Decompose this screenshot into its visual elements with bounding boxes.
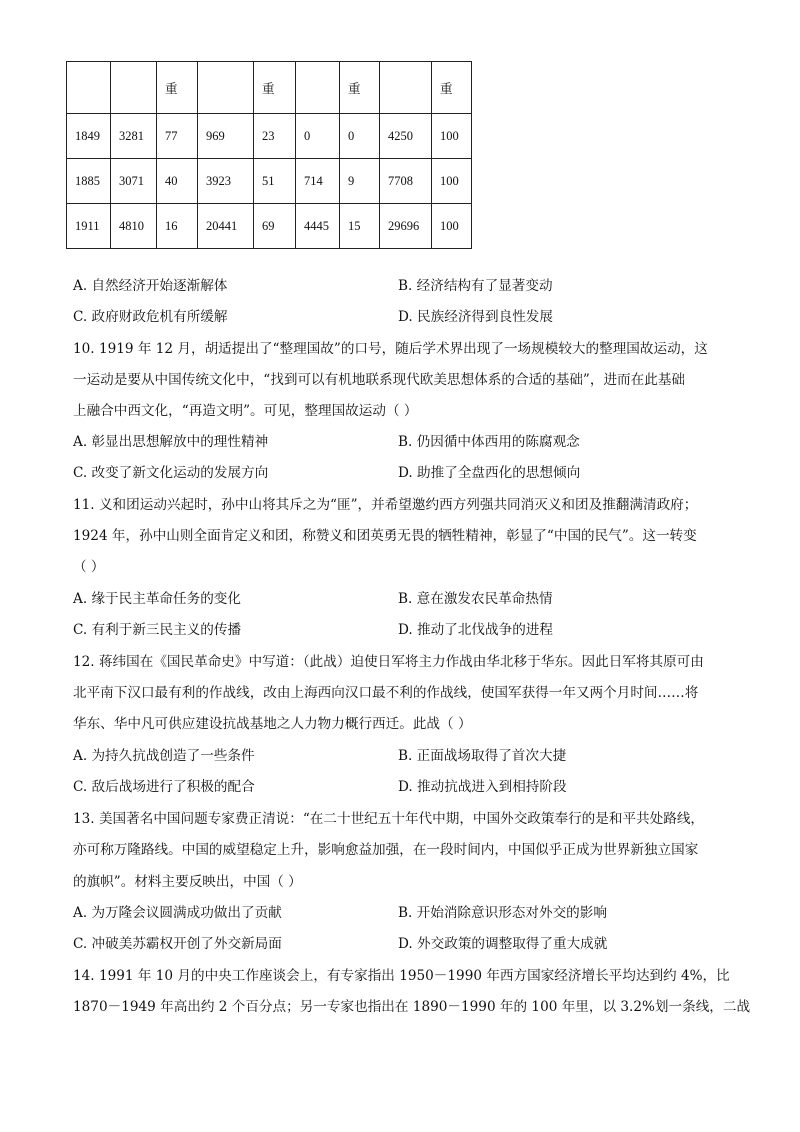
q10-option-a: A. 彰显出思想解放中的理性精神 [73,434,269,450]
table-cell: 23 [254,114,296,159]
table-cell: 100 [432,114,472,159]
table-cell: 3281 [111,114,157,159]
q11-option-a: A. 缘于民主革命任务的变化 [73,591,241,607]
table-cell [380,62,432,114]
table-cell: 1885 [67,159,111,204]
table-cell [111,62,157,114]
table-header-row [67,62,472,114]
q11-stem-line: 11. 义和团运动兴起时，孙中山将其斥之为“匪”，并希望邀约西方列强共同消灭义和团及推翻满清政府； [73,497,698,513]
table-cell: 20441 [198,204,254,249]
table-row [67,204,472,249]
table-cell [296,62,340,114]
q13-option-c: C. 冲破美苏霸权开创了外交新局面 [73,936,282,952]
q13-stem-line: 13. 美国著名中国问题专家费正清说：“在二十世纪五十年代中期，中国外交政策奉行的是和平共处路线， [73,811,705,827]
table-cell: 40 [157,159,198,204]
q10-option-d: D. 助推了全盘西化的思想倾向 [398,465,581,481]
table-cell: 9 [340,159,380,204]
q9-option-d: D. 民族经济得到良性发展 [398,309,553,325]
q10-stem-line: 10. 1919 年 12 月，胡适提出了“整理国故”的口号，随后学术界出现了一场规模较大的整理国故运动，这 [73,341,708,357]
q9-option-a: A. 自然经济开始逐渐解体 [73,278,228,294]
table-cell: 51 [254,159,296,204]
table-cell: 4810 [111,204,157,249]
q11-stem-line: （ ） [73,559,105,575]
data-table [66,61,472,249]
table-cell: 77 [157,114,198,159]
table-cell: 重 [254,62,296,114]
q13-option-d: D. 外交政策的调整取得了重大成就 [398,936,608,952]
table-cell: 4250 [380,114,432,159]
q10-stem-line: 一运动是要从中国传统文化中，“找到可以有机地联系现代欧美思想体系的合适的基础”，进而在此基础 [73,372,686,388]
table-cell: 969 [198,114,254,159]
table-row [67,114,472,159]
q12-option-d: D. 推动抗战进入到相持阶段 [398,779,567,795]
q13-stem-line: 的旗帜”。材料主要反映出，中国（ ） [73,874,302,890]
table-row [67,159,472,204]
q13-option-a: A. 为万隆会议圆满成功做出了贡献 [73,905,282,921]
table-cell: 29696 [380,204,432,249]
table-cell: 重 [432,62,472,114]
q10-option-c: C. 改变了新文化运动的发展方向 [73,465,269,481]
table-cell: 714 [296,159,340,204]
table-cell: 重 [340,62,380,114]
table-cell: 1911 [67,204,111,249]
q11-stem-line: 1924 年，孙中山则全面肯定义和团，称赞义和团英勇无畏的牺牲精神，彰显了“中国的民气”。这一转变 [73,528,697,544]
q11-option-d: D. 推动了北伐战争的进程 [398,622,553,638]
q12-option-a: A. 为持久抗战创造了一些条件 [73,748,255,764]
q9-option-b: B. 经济结构有了显著变动 [398,278,553,294]
table-cell [198,62,254,114]
q14-stem-line: 1870－1949 年高出约 2 个百分点；另一专家也指出在 1890－1990 年的 100 年里，以 3.2%划一条线，二战 [73,999,751,1015]
q12-option-c: C. 敌后战场进行了积极的配合 [73,779,255,795]
table-cell: 0 [296,114,340,159]
q14-stem-line: 14. 1991 年 10 月的中央工作座谈会上，有专家指出 1950－1990 年西方国家经济增长平均达到约 4%，比 [73,968,730,984]
q11-option-c: C. 有利于新三民主义的传播 [73,622,242,638]
q12-stem-line: 北平南下汉口最有利的作战线，改由上海西向汉口最不利的作战线，使国军获得一年又两个月时间……将 [73,685,699,701]
q12-option-b: B. 正面战场取得了首次大捷 [398,748,567,764]
table-cell: 1849 [67,114,111,159]
q12-stem-line: 12. 蒋纬国在《国民革命史》中写道：（此战）迫使日军将主力作战由华北移于华东。因此日军将其原可由 [73,654,704,670]
q9-option-c: C. 政府财政危机有所缓解 [73,309,228,325]
table-cell: 7708 [380,159,432,204]
q10-option-b: B. 仍因循中体西用的陈腐观念 [398,434,580,450]
table-cell: 16 [157,204,198,249]
table-cell: 3923 [198,159,254,204]
q10-stem-line: 上融合中西文化，“再造文明”。可见，整理国故运动（ ） [73,403,418,419]
q12-stem-line: 华东、华中凡可供应建设抗战基地之人力物力概行西迁。此战（ ） [73,716,472,732]
q11-option-b: B. 意在激发农民革命热情 [398,591,553,607]
table-cell: 100 [432,159,472,204]
q13-option-b: B. 开始消除意识形态对外交的影响 [398,905,607,921]
table-cell: 15 [340,204,380,249]
table-cell: 0 [340,114,380,159]
table-cell: 3071 [111,159,157,204]
table-cell: 重 [157,62,198,114]
q13-stem-line: 亦可称万隆路线。中国的威望稳定上升，影响愈益加强，在一段时间内，中国似乎正成为世界新独立国家 [73,842,699,858]
table-cell: 100 [432,204,472,249]
table-cell: 4445 [296,204,340,249]
table-cell [67,62,111,114]
table-cell: 69 [254,204,296,249]
